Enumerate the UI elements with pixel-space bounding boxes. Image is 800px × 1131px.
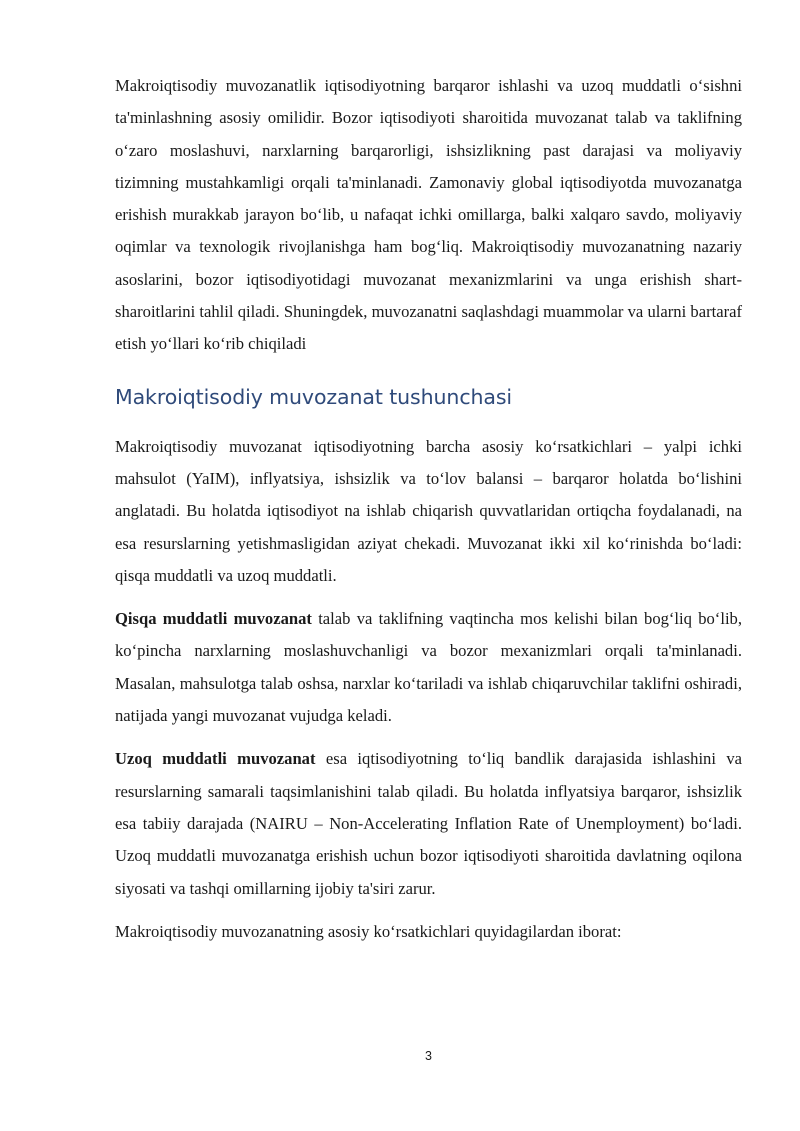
short-term-text: talab va taklifning vaqtincha mos kelishi bilan bog‘liq bo‘lib, ko‘pincha narxlarning moslashuvchanligi va bozor mexanizmlari orqali ta'minlanadi. Masalan, mahsulotga talab oshsa, narxlar ko‘tariladi va ishlab chiqaruvchilar taklifni oshiradi, natijada yangi muvozanat vujudga keladi. bbox=[115, 609, 742, 726]
section-heading: Makroiqtisodiy muvozanat tushunchasi bbox=[115, 384, 513, 409]
long-term-term: Uzoq muddatli muvozanat bbox=[115, 749, 316, 769]
long-term-paragraph bbox=[115, 743, 742, 904]
short-term-paragraph bbox=[115, 603, 742, 732]
intro-paragraph: Makroiqtisodiy muvozanatlik iqtisodiyotning barqaror ishlashi va uzoq muddatli o‘sishni ta'minlashning asosiy omilidir. Bozor iqtisodiyoti sharoitida muvozanat talab va taklifning o‘zaro moslashuvi, narxlarning barqarorligi, ishsizlikning past darajasi va moliyaviy tizimning mustahkamligi orqali ta'minlanadi. Zamonaviy global iqtisodiyotda muvozanatga erishish murakkab jarayon bo‘lib, u nafaqat ichki omillarga, balki xalqaro savdo, moliyaviy oqimlar va texnologik rivojlanishga ham bog‘liq. Makroiqtisodiy muvozanatning nazariy asoslarini, bozor iqtisodiyotidagi muvozanat mexanizmlarini va unga erishish shart-sharoitlarini tahlil qiladi. Shuningdek, muvozanatni saqlashdagi muammolar va ularni bartaraf etish yo‘llari ko‘rib chiqiladi bbox=[115, 76, 742, 354]
page-number: 3 bbox=[425, 1049, 432, 1063]
definition-paragraph: Makroiqtisodiy muvozanat iqtisodiyotning barcha asosiy ko‘rsatkichlari – yalpi ichki mahsulot (YaIM), inflyatsiya, ishsizlik va to‘lov balansi – barqaror holatda bo‘lishini anglatadi. Bu holatda iqtisodiyot na ishlab chiqarish quvvatlaridan ortiqcha foydalanadi, na esa resurslarning yetishmasligidan aziyat chekadi. Muvozanat ikki xil ko‘rinishda bo‘ladi: qisqa muddatli va uzoq muddatli. bbox=[115, 436, 742, 585]
document-page bbox=[115, 70, 742, 948]
long-term-text: esa iqtisodiyotning to‘liq bandlik darajasida ishlashini va resurslarning samarali taqsimlanishini talab qiladi. Bu holatda inflyatsiya barqaror, ishsizlik esa tabiiy darajada (NAIRU – Non-Accelerating Inflation Rate of Unemployment) bo‘ladi. Uzoq muddatli muvozanatga erishish uchun bozor iqtisodiyoti sharoitida davlatning oqilona siyosati va tashqi omillarning ijobiy ta'siri zarur. bbox=[115, 749, 742, 898]
indicators-intro: Makroiqtisodiy muvozanatning asosiy ko‘rsatkichlari quyidagilardan iborat: bbox=[115, 921, 622, 941]
short-term-term: Qisqa muddatli muvozanat bbox=[115, 609, 312, 629]
